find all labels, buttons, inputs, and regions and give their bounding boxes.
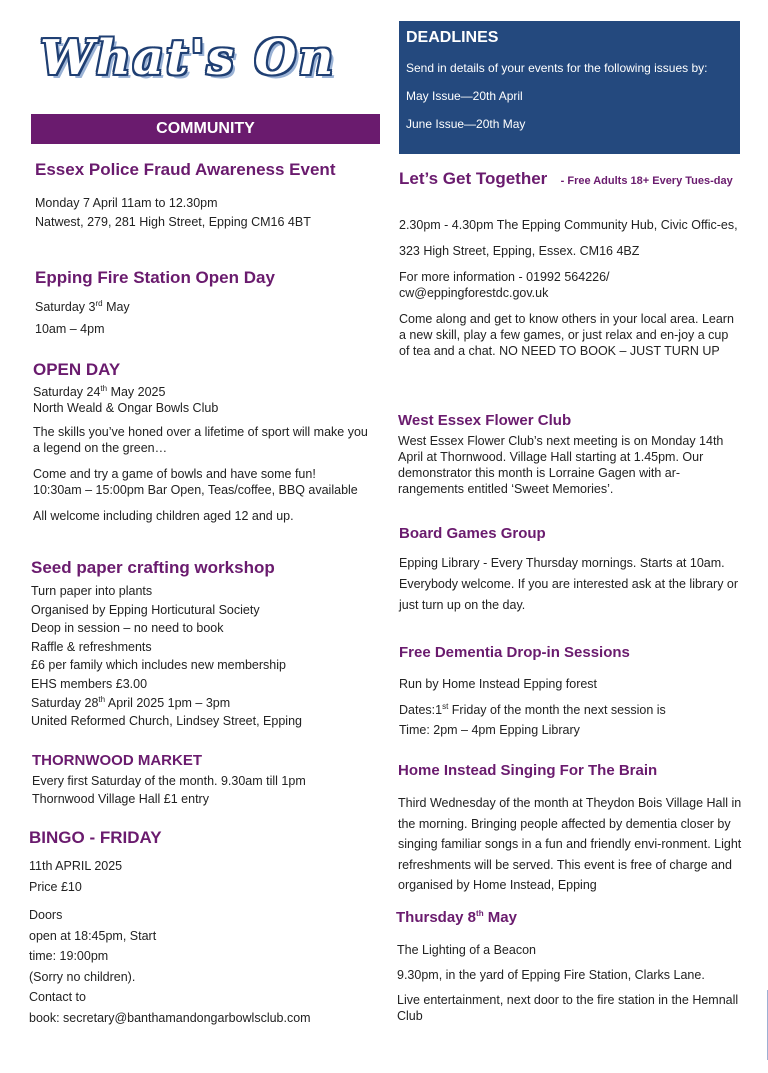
section-bar-community: COMMUNITY bbox=[31, 114, 380, 144]
flower-title: West Essex Flower Club bbox=[398, 412, 572, 429]
deadlines-title: DEADLINES bbox=[406, 29, 499, 46]
deadlines-box bbox=[399, 21, 740, 154]
together-heading bbox=[399, 169, 739, 191]
deadlines-intro: Send in details of your events for the following issues by: bbox=[406, 61, 708, 75]
may8-body: The Lighting of a Beacon 9.30pm, in the yard of Epping Fire Station, Clarks Lane. Live entertainment, next door to the fire station in the Hemnall Club bbox=[397, 943, 739, 1023]
fire-body: Saturday 3rd May 10am – 4pm bbox=[35, 298, 130, 336]
deadline-june: June Issue—20th May bbox=[406, 117, 526, 131]
board-body: Epping Library - Every Thursday mornings. Starts at 10am. Everybody welcome. If you are interested ask at the library or just turn up on the day. bbox=[399, 556, 739, 612]
singing-title: Home Instead Singing For The Brain bbox=[398, 762, 658, 779]
together-title: Let’s Get Together bbox=[399, 169, 548, 188]
open-day-title: OPEN DAY bbox=[33, 360, 121, 379]
flower-body: West Essex Flower Club’s next meeting is on Monday 14th April at Thornwood. Village Hall starting at 1.45pm. Our demonstrator this month is Lorraine Gagen with ar-rangements entitled ‘Sweet Memories’. bbox=[398, 434, 724, 496]
fire-title: Epping Fire Station Open Day bbox=[35, 268, 275, 287]
may8-title: Thursday 8th May bbox=[396, 909, 517, 926]
fraud-body: Monday 7 April 11am to 12.30pm Natwest, 279, 281 High Street, Epping CM16 4BT bbox=[35, 196, 311, 229]
board-title: Board Games Group bbox=[399, 525, 546, 542]
open-day-body: Saturday 24th May 2025 North Weald & Ongar Bowls Club The skills you’ve honed over a lifetime of sport will make you a legend on the green… Come and try a game of bowls and have some fun! 10:30am – 15:00pm Bar Open, Teas/coffee, BBQ available All welcome including children aged 12 and up. bbox=[33, 383, 368, 523]
bingo-title: BINGO - FRIDAY bbox=[29, 828, 162, 847]
singing-body: Third Wednesday of the month at Theydon Bois Village Hall in the morning. Bringing people affected by dementia closer by singing familiar songs in a fun and friendly envi-ronment. Light refreshments will be served. This event is free of charge and organised by Home Instead, Epping bbox=[398, 796, 742, 892]
market-title: THORNWOOD MARKET bbox=[32, 752, 202, 769]
masthead-title: What's On bbox=[40, 30, 336, 86]
bingo-body: 11th APRIL 2025 Price £10 Doors open at 18:45pm, Start time: 19:00pm (Sorry no children). Contact to book: secretary@banthamandongarbowlsclub.com bbox=[29, 859, 311, 1025]
deadline-may: May Issue—20th April bbox=[406, 89, 523, 103]
dementia-title: Free Dementia Drop-in Sessions bbox=[399, 644, 630, 661]
market-body: Every first Saturday of the month. 9.30am till 1pm Thornwood Village Hall £1 entry bbox=[32, 774, 306, 806]
together-subtitle: - Free Adults 18+ Every Tues-day bbox=[560, 175, 733, 187]
seed-title: Seed paper crafting workshop bbox=[31, 558, 275, 577]
together-body: 2.30pm - 4.30pm The Epping Community Hub, Civic Offic-es, 323 High Street, Epping, Essex. CM16 4BZ For more information - 01992 564226/ cw@eppingforestdc.gov.uk Come along and get to know others in your local area. Learn a new skill, play a few games, or just relax and en-joy a cup of tea and a chat. NO NEED TO BOOK – JUST TURN UP bbox=[399, 218, 738, 358]
dementia-body: Run by Home Instead Epping forest Dates:1st Friday of the month the next session is Time: 2pm – 4pm Epping Library bbox=[399, 677, 666, 737]
seed-body: Turn paper into plants Organised by Epping Horticutural Society Deop in session – no need to book Raffle & refreshments £6 per family which includes new membership EHS members £3.00 Saturday 28th April 2025 1pm – 3pm United Reformed Church, Lindsey Street, Epping bbox=[31, 584, 302, 729]
fraud-title: Essex Police Fraud Awareness Event bbox=[35, 160, 336, 179]
